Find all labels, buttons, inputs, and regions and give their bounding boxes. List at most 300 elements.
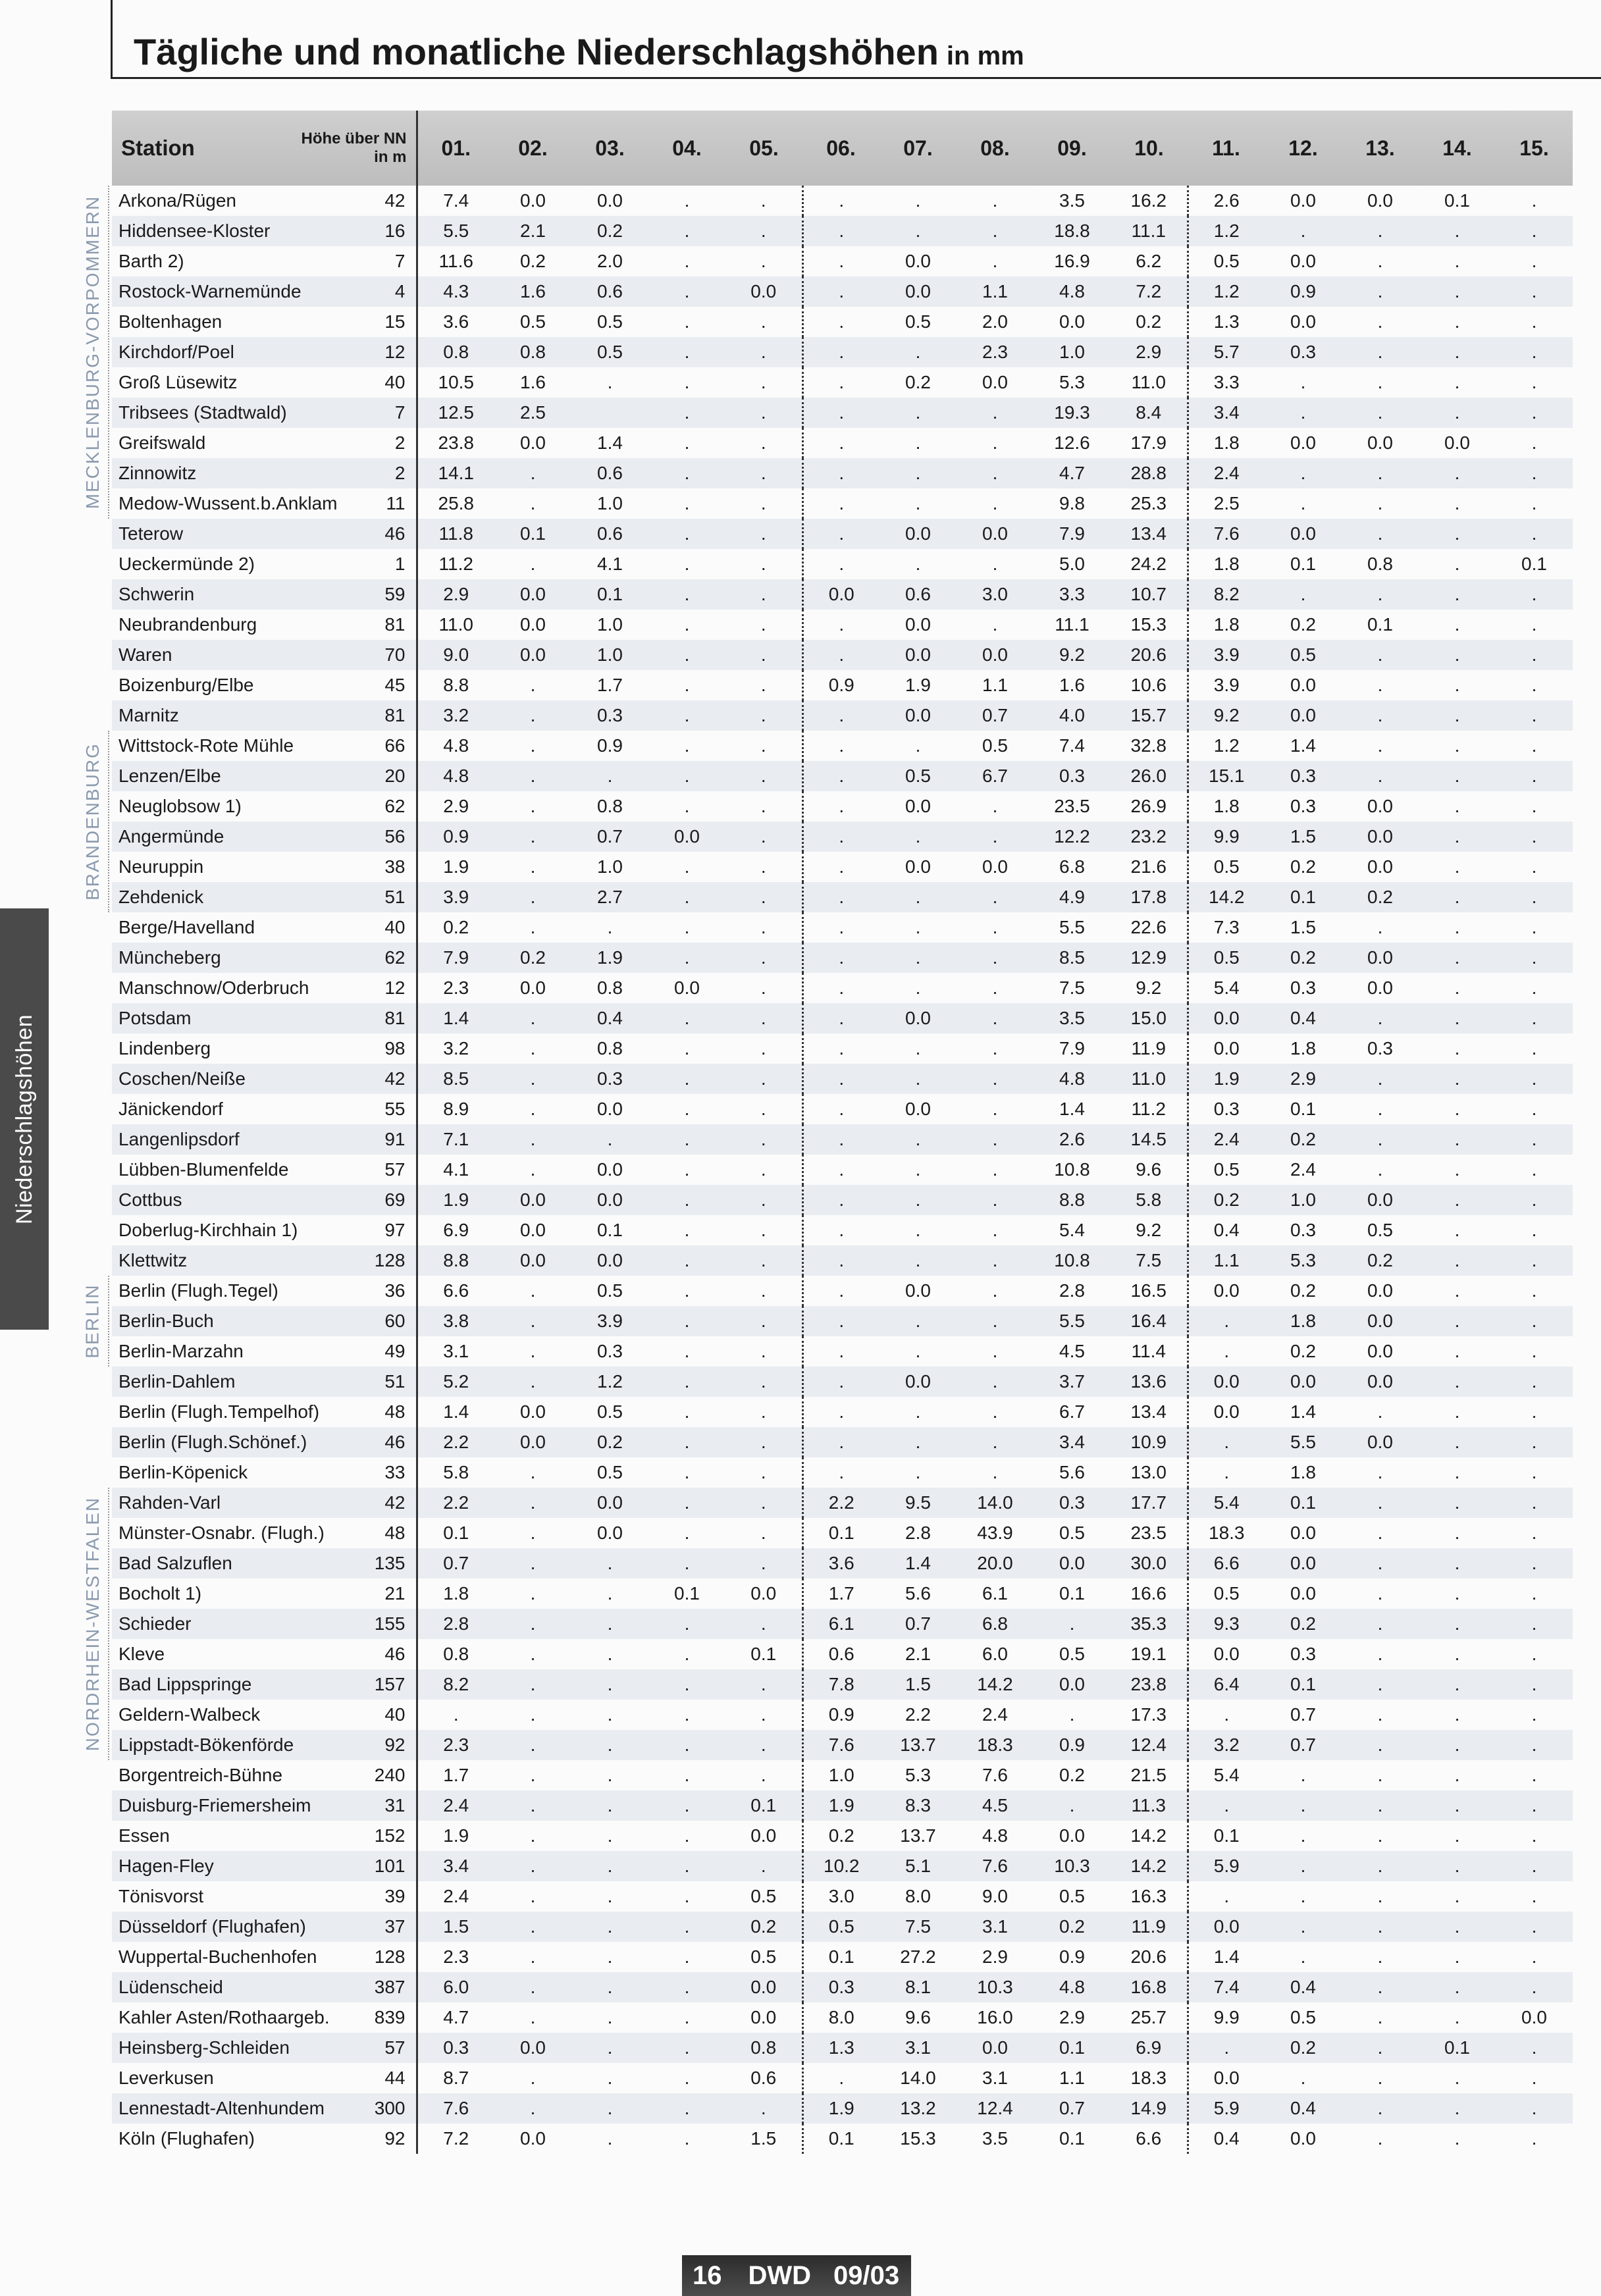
table-row <box>112 519 1573 549</box>
column-header-day: 08. <box>957 111 1034 186</box>
precipitation-value: . <box>1454 342 1460 362</box>
precipitation-value: . <box>684 1644 690 1664</box>
precipitation-value: 11.6 <box>438 251 473 271</box>
precipitation-value: 0.6 <box>725 2063 802 2093</box>
station-name: Neuglobsow 1) <box>118 796 242 816</box>
precipitation-value: . <box>684 796 690 816</box>
precipitation-value: 0.0 <box>520 614 546 635</box>
precipitation-value: . <box>1531 766 1537 786</box>
precipitation-value: . <box>725 1033 802 1064</box>
precipitation-value: 0.5 <box>1213 947 1240 968</box>
precipitation-value: . <box>1454 1704 1460 1725</box>
precipitation-value: 0.5 <box>725 1942 802 1972</box>
precipitation-value: . <box>992 887 998 907</box>
precipitation-value: . <box>725 1245 802 1276</box>
precipitation-value: . <box>725 943 802 973</box>
column-header-day: 06. <box>802 111 879 186</box>
precipitation-value: . <box>725 1609 802 1639</box>
station-elevation: 40 <box>282 912 417 943</box>
precipitation-value: . <box>684 1553 690 1573</box>
table-row <box>112 1003 1573 1033</box>
precipitation-value: 3.3 <box>1059 584 1085 604</box>
precipitation-value: . <box>684 856 690 877</box>
precipitation-value: 3.7 <box>1059 1371 1085 1392</box>
station-name: Tribsees (Stadtwald) <box>118 402 287 423</box>
station-name: Rahden-Varl <box>118 1492 221 1513</box>
precipitation-value: 0.2 <box>520 947 546 968</box>
precipitation-value: . <box>992 917 998 937</box>
table-row <box>112 670 1573 700</box>
precipitation-value: . <box>1377 463 1383 483</box>
precipitation-value: . <box>1531 311 1537 332</box>
precipitation-value: 14.2 <box>1111 1851 1188 1881</box>
precipitation-value: . <box>530 1825 536 1846</box>
table-row <box>112 1094 1573 1124</box>
station-elevation: 42 <box>282 1488 417 1518</box>
precipitation-value: . <box>1454 766 1460 786</box>
precipitation-value: . <box>1069 1704 1075 1725</box>
precipitation-value: 1.8 <box>1213 432 1240 453</box>
precipitation-value: 14.5 <box>1111 1124 1188 1155</box>
precipitation-value: . <box>1454 705 1460 725</box>
precipitation-value: . <box>684 2037 690 2058</box>
precipitation-value: . <box>1454 856 1460 877</box>
station-elevation: 42 <box>282 1064 417 1094</box>
table-body <box>112 186 1573 2154</box>
precipitation-value: . <box>992 1159 998 1180</box>
precipitation-value: 0.1 <box>1367 614 1393 635</box>
table-row <box>112 2093 1573 2124</box>
precipitation-value: . <box>839 705 845 725</box>
precipitation-value: 1.5 <box>443 1916 469 1937</box>
precipitation-value: . <box>1454 523 1460 544</box>
table-row <box>112 1427 1573 1457</box>
station-name: Lennestadt-Altenhundem <box>118 2098 325 2118</box>
precipitation-value: . <box>1377 1129 1383 1149</box>
precipitation-value: 2.2 <box>443 1492 469 1513</box>
precipitation-value: . <box>1377 1401 1383 1422</box>
precipitation-value: 0.2 <box>1290 1613 1316 1634</box>
page-title-text: Tägliche und monatliche Niederschlagshöhen <box>134 31 939 72</box>
precipitation-value: . <box>530 1523 536 1543</box>
precipitation-value: . <box>992 1280 998 1301</box>
precipitation-value: . <box>1224 2037 1230 2058</box>
precipitation-value: 4.1 <box>597 554 623 574</box>
precipitation-value: . <box>1454 1916 1460 1937</box>
station-elevation: 46 <box>282 1427 417 1457</box>
precipitation-value: 1.6 <box>520 372 546 392</box>
precipitation-value: 3.9 <box>597 1311 623 1331</box>
precipitation-value: . <box>915 1432 921 1452</box>
precipitation-value: . <box>607 1765 613 1785</box>
precipitation-value: 0.0 <box>1290 1371 1316 1392</box>
station-elevation: 91 <box>282 1124 417 1155</box>
precipitation-value: . <box>1300 1765 1306 1785</box>
precipitation-value: . <box>684 372 690 392</box>
precipitation-value: 20.0 <box>977 1553 1013 1573</box>
precipitation-value: 0.3 <box>1290 978 1316 998</box>
precipitation-value: 0.0 <box>1367 432 1393 453</box>
precipitation-value: . <box>1531 1523 1537 1543</box>
precipitation-value: . <box>725 488 802 519</box>
table-row <box>112 1730 1573 1760</box>
precipitation-value: . <box>1377 1916 1383 1937</box>
precipitation-value: . <box>684 311 690 332</box>
precipitation-value: . <box>992 614 998 635</box>
precipitation-value: . <box>684 1099 690 1119</box>
precipitation-value: . <box>1454 1280 1460 1301</box>
station-name: Angermünde <box>118 826 224 847</box>
precipitation-value: 1.4 <box>1290 735 1316 756</box>
column-header-day: 14. <box>1419 111 1496 186</box>
station-elevation: 155 <box>282 1609 417 1639</box>
precipitation-value: . <box>1531 1765 1537 1785</box>
precipitation-value: . <box>1454 1068 1460 1089</box>
station-name: Borgentreich-Bühne <box>118 1765 283 1785</box>
table-row <box>112 640 1573 670</box>
precipitation-value: . <box>1454 1553 1460 1573</box>
precipitation-value: . <box>1454 1311 1460 1331</box>
precipitation-value: . <box>1454 1462 1460 1482</box>
precipitation-value: . <box>1454 1674 1460 1694</box>
precipitation-value: . <box>1377 372 1383 392</box>
precipitation-value: . <box>992 432 998 453</box>
station-name: Manschnow/Oderbruch <box>118 978 309 998</box>
precipitation-value: 14.0 <box>977 1492 1013 1513</box>
precipitation-value: 7.2 <box>1111 276 1188 307</box>
precipitation-value: 4.8 <box>443 735 469 756</box>
station-elevation: 81 <box>282 1003 417 1033</box>
precipitation-value: 5.4 <box>1059 1220 1085 1240</box>
precipitation-value: 0.1 <box>520 523 546 544</box>
precipitation-value: 13.0 <box>1111 1457 1188 1488</box>
precipitation-value: . <box>839 1038 845 1058</box>
precipitation-value: . <box>1377 1613 1383 1634</box>
precipitation-value: 1.5 <box>905 1674 931 1694</box>
precipitation-value: . <box>1531 1038 1537 1058</box>
precipitation-value: 6.6 <box>443 1280 469 1301</box>
precipitation-value: 3.2 <box>1213 1735 1240 1755</box>
station-name: Berge/Havelland <box>118 917 255 937</box>
precipitation-value: 3.4 <box>443 1856 469 1876</box>
precipitation-value: . <box>530 887 536 907</box>
precipitation-value: 7.5 <box>905 1916 931 1937</box>
precipitation-value: 7.5 <box>1111 1245 1188 1276</box>
precipitation-value: 4.5 <box>1059 1341 1085 1361</box>
precipitation-value: 0.5 <box>1367 1220 1393 1240</box>
precipitation-value: . <box>725 246 802 276</box>
precipitation-value: 2.1 <box>905 1644 931 1664</box>
precipitation-value: . <box>839 614 845 635</box>
precipitation-value: . <box>839 190 845 211</box>
precipitation-value: . <box>725 1427 802 1457</box>
precipitation-value: . <box>607 766 613 786</box>
precipitation-value: . <box>915 402 921 423</box>
precipitation-value: . <box>839 1432 845 1452</box>
precipitation-value: . <box>915 221 921 241</box>
precipitation-value: . <box>1300 1886 1306 1906</box>
precipitation-value: . <box>530 826 536 847</box>
precipitation-value: . <box>1454 2007 1460 2027</box>
precipitation-value: 0.0 <box>1367 796 1393 816</box>
precipitation-value: . <box>1377 493 1383 513</box>
precipitation-value: 0.2 <box>828 1825 854 1846</box>
precipitation-value: 8.0 <box>905 1886 931 1906</box>
precipitation-value: 1.1 <box>982 675 1008 695</box>
precipitation-value: . <box>1531 1735 1537 1755</box>
precipitation-value: 3.5 <box>1059 190 1085 211</box>
table-row <box>112 1336 1573 1367</box>
station-elevation: 20 <box>282 761 417 791</box>
precipitation-value: 15.3 <box>1111 610 1188 640</box>
precipitation-value: . <box>915 463 921 483</box>
precipitation-value: . <box>1377 1523 1383 1543</box>
station-elevation: 7 <box>282 398 417 428</box>
precipitation-value: 15.0 <box>1111 1003 1188 1033</box>
precipitation-value: . <box>1531 190 1537 211</box>
table-row <box>112 1609 1573 1639</box>
precipitation-value: . <box>1377 2007 1383 2027</box>
precipitation-value: 11.0 <box>1111 1064 1188 1094</box>
precipitation-value: 16.2 <box>1111 186 1188 216</box>
precipitation-value: 0.3 <box>1290 342 1316 362</box>
table-row <box>112 367 1573 398</box>
precipitation-value: . <box>684 1916 690 1937</box>
precipitation-value: . <box>839 1189 845 1210</box>
precipitation-value: 6.1 <box>828 1613 854 1634</box>
precipitation-value: 0.5 <box>1059 1886 1085 1906</box>
precipitation-value: . <box>725 1215 802 1245</box>
precipitation-value: . <box>992 1401 998 1422</box>
precipitation-value: . <box>530 1462 536 1482</box>
precipitation-value: . <box>1377 1765 1383 1785</box>
precipitation-value: 1.0 <box>597 493 623 513</box>
precipitation-value: . <box>1531 1674 1537 1694</box>
table-row <box>112 1942 1573 1972</box>
precipitation-table <box>112 111 1573 2154</box>
precipitation-value: . <box>1531 1553 1537 1573</box>
side-tab-label: Niederschlagshöhen <box>11 1014 37 1224</box>
precipitation-value: . <box>992 826 998 847</box>
precipitation-value: 0.6 <box>828 1644 854 1664</box>
column-header-elevation-line1: Höhe über NN <box>301 130 407 147</box>
station-elevation: 62 <box>282 791 417 822</box>
station-name: Arkona/Rügen <box>118 190 237 211</box>
precipitation-value: . <box>530 1099 536 1119</box>
precipitation-value: . <box>1531 947 1537 968</box>
precipitation-value: . <box>725 519 802 549</box>
precipitation-value: 0.2 <box>1290 856 1316 877</box>
precipitation-value: 14.2 <box>1111 1821 1188 1851</box>
region-label <box>78 186 109 519</box>
precipitation-value: . <box>915 917 921 937</box>
precipitation-value: . <box>530 1613 536 1634</box>
station-name: Hiddensee-Kloster <box>118 221 271 241</box>
precipitation-value: 0.0 <box>905 1099 931 1119</box>
precipitation-value: 8.8 <box>1059 1189 1085 1210</box>
column-header-day: 07. <box>879 111 957 186</box>
page-number: 16 <box>693 2260 722 2290</box>
station-name: Klettwitz <box>118 1250 188 1270</box>
precipitation-value: 5.7 <box>1213 342 1240 362</box>
precipitation-value: 0.7 <box>1059 2098 1085 2118</box>
station-elevation: 240 <box>282 1760 417 1790</box>
precipitation-value: . <box>530 1492 536 1513</box>
precipitation-value: 26.0 <box>1111 761 1188 791</box>
precipitation-value: . <box>1377 1644 1383 1664</box>
precipitation-value: . <box>1454 675 1460 695</box>
precipitation-value: 9.0 <box>443 644 469 665</box>
precipitation-value: 0.5 <box>1213 1159 1240 1180</box>
column-header-day: 11. <box>1188 111 1265 186</box>
precipitation-value: 3.1 <box>905 2037 931 2058</box>
precipitation-value: 0.1 <box>1213 1825 1240 1846</box>
precipitation-value: 0.0 <box>1213 1038 1240 1058</box>
precipitation-value: . <box>1377 1159 1383 1180</box>
precipitation-value: 0.2 <box>597 221 623 241</box>
precipitation-value: 3.9 <box>1213 675 1240 695</box>
precipitation-value: 19.1 <box>1111 1639 1188 1669</box>
precipitation-value: 0.0 <box>520 1401 546 1422</box>
station-elevation: 152 <box>282 1821 417 1851</box>
precipitation-value: 1.0 <box>1290 1189 1316 1210</box>
station-name: Bad Salzuflen <box>118 1553 232 1573</box>
precipitation-value: 0.0 <box>520 644 546 665</box>
precipitation-value: 7.4 <box>1213 1977 1240 1997</box>
table-row <box>112 216 1573 246</box>
precipitation-value: 0.5 <box>1290 644 1316 665</box>
precipitation-value: 5.3 <box>1059 372 1085 392</box>
station-elevation: 37 <box>282 1912 417 1942</box>
precipitation-value: . <box>607 1644 613 1664</box>
precipitation-value: . <box>1377 1674 1383 1694</box>
precipitation-value: 5.6 <box>1059 1462 1085 1482</box>
precipitation-value: 0.0 <box>520 1189 546 1210</box>
precipitation-value: 0.0 <box>597 1250 623 1270</box>
table-row <box>112 731 1573 761</box>
precipitation-value: . <box>1531 1250 1537 1270</box>
station-elevation: 57 <box>282 1155 417 1185</box>
precipitation-value: 2.0 <box>982 311 1008 332</box>
precipitation-value: . <box>684 1250 690 1270</box>
table-row <box>112 488 1573 519</box>
precipitation-value: . <box>1377 917 1383 937</box>
station-name: Doberlug-Kirchhain 1) <box>118 1220 298 1240</box>
precipitation-value: 2.6 <box>1213 190 1240 211</box>
footer-tab <box>682 2255 911 2296</box>
precipitation-value: . <box>1377 644 1383 665</box>
precipitation-value: 5.4 <box>1213 1492 1240 1513</box>
precipitation-value: 11.0 <box>438 614 473 635</box>
precipitation-value: 0.1 <box>674 1583 700 1604</box>
precipitation-value: 6.0 <box>982 1644 1008 1664</box>
precipitation-value: 0.0 <box>905 796 931 816</box>
precipitation-value: 0.0 <box>597 1099 623 1119</box>
precipitation-value: 0.1 <box>1290 1674 1316 1694</box>
station-name: Berlin (Flugh.Tegel) <box>118 1280 278 1301</box>
precipitation-value: . <box>1531 1189 1537 1210</box>
station-name: Lenzen/Elbe <box>118 766 221 786</box>
precipitation-value: . <box>684 554 690 574</box>
precipitation-value: 2.9 <box>1059 2007 1085 2027</box>
precipitation-value: 7.2 <box>443 2128 469 2149</box>
precipitation-value: 0.5 <box>905 766 931 786</box>
table-row <box>112 1276 1573 1306</box>
station-elevation: 40 <box>282 367 417 398</box>
precipitation-value: 17.3 <box>1111 1700 1188 1730</box>
precipitation-value: . <box>1454 1825 1460 1846</box>
precipitation-value: . <box>607 1704 613 1725</box>
precipitation-value: 0.1 <box>1059 2128 1085 2149</box>
precipitation-value: 1.9 <box>443 1825 469 1846</box>
precipitation-value: 5.4 <box>1213 978 1240 998</box>
precipitation-value: 23.5 <box>1111 1518 1188 1548</box>
precipitation-value: 8.4 <box>1111 398 1188 428</box>
precipitation-value: . <box>725 1155 802 1185</box>
table-row <box>112 2002 1573 2033</box>
precipitation-value: . <box>1377 1492 1383 1513</box>
station-name: Lindenberg <box>118 1038 211 1058</box>
precipitation-value: . <box>839 1008 845 1028</box>
station-elevation: 40 <box>282 1700 417 1730</box>
precipitation-value: 3.4 <box>1213 402 1240 423</box>
precipitation-value: 1.1 <box>982 281 1008 301</box>
precipitation-value: . <box>684 1735 690 1755</box>
station-elevation: 12 <box>282 973 417 1003</box>
precipitation-value: . <box>839 1341 845 1361</box>
table-row <box>112 1155 1573 1185</box>
table-row <box>112 700 1573 731</box>
precipitation-value: 0.0 <box>905 281 931 301</box>
precipitation-value: 2.8 <box>1059 1280 1085 1301</box>
station-name: Schwerin <box>118 584 195 604</box>
precipitation-value: . <box>1454 917 1460 937</box>
region-label-text: BRANDENBURG <box>82 743 103 900</box>
precipitation-value: . <box>1531 1432 1537 1452</box>
precipitation-value: 11.9 <box>1111 1033 1188 1064</box>
precipitation-value: 0.3 <box>1290 796 1316 816</box>
station-elevation: 62 <box>282 943 417 973</box>
precipitation-value: 2.4 <box>1213 463 1240 483</box>
precipitation-value: . <box>1377 2037 1383 2058</box>
precipitation-value: 0.0 <box>1367 978 1393 998</box>
precipitation-value: . <box>1454 1220 1460 1240</box>
precipitation-value: . <box>1531 1492 1537 1513</box>
precipitation-value: 3.5 <box>982 2128 1008 2149</box>
precipitation-value: . <box>992 978 998 998</box>
precipitation-value: 0.0 <box>1213 1644 1240 1664</box>
precipitation-value: 12.9 <box>1111 943 1188 973</box>
precipitation-value: . <box>684 2068 690 2088</box>
precipitation-value: 0.2 <box>1290 2037 1316 2058</box>
precipitation-value: 0.1 <box>1444 2037 1470 2058</box>
station-name: Waren <box>118 644 172 665</box>
table-row <box>112 1821 1573 1851</box>
table-row <box>112 973 1573 1003</box>
precipitation-value: . <box>1531 1008 1537 1028</box>
precipitation-value: 2.8 <box>905 1523 931 1543</box>
region-label <box>78 1276 109 1367</box>
station-elevation: 98 <box>282 1033 417 1064</box>
precipitation-value: 0.0 <box>1059 1674 1085 1694</box>
precipitation-value: 0.0 <box>597 190 623 211</box>
station-name: Berlin (Flugh.Tempelhof) <box>118 1401 320 1422</box>
precipitation-value: . <box>1454 1250 1460 1270</box>
precipitation-value: . <box>1454 644 1460 665</box>
precipitation-value: 9.9 <box>1213 2007 1240 2027</box>
precipitation-value: 10.5 <box>438 372 474 392</box>
station-elevation: 21 <box>282 1578 417 1609</box>
